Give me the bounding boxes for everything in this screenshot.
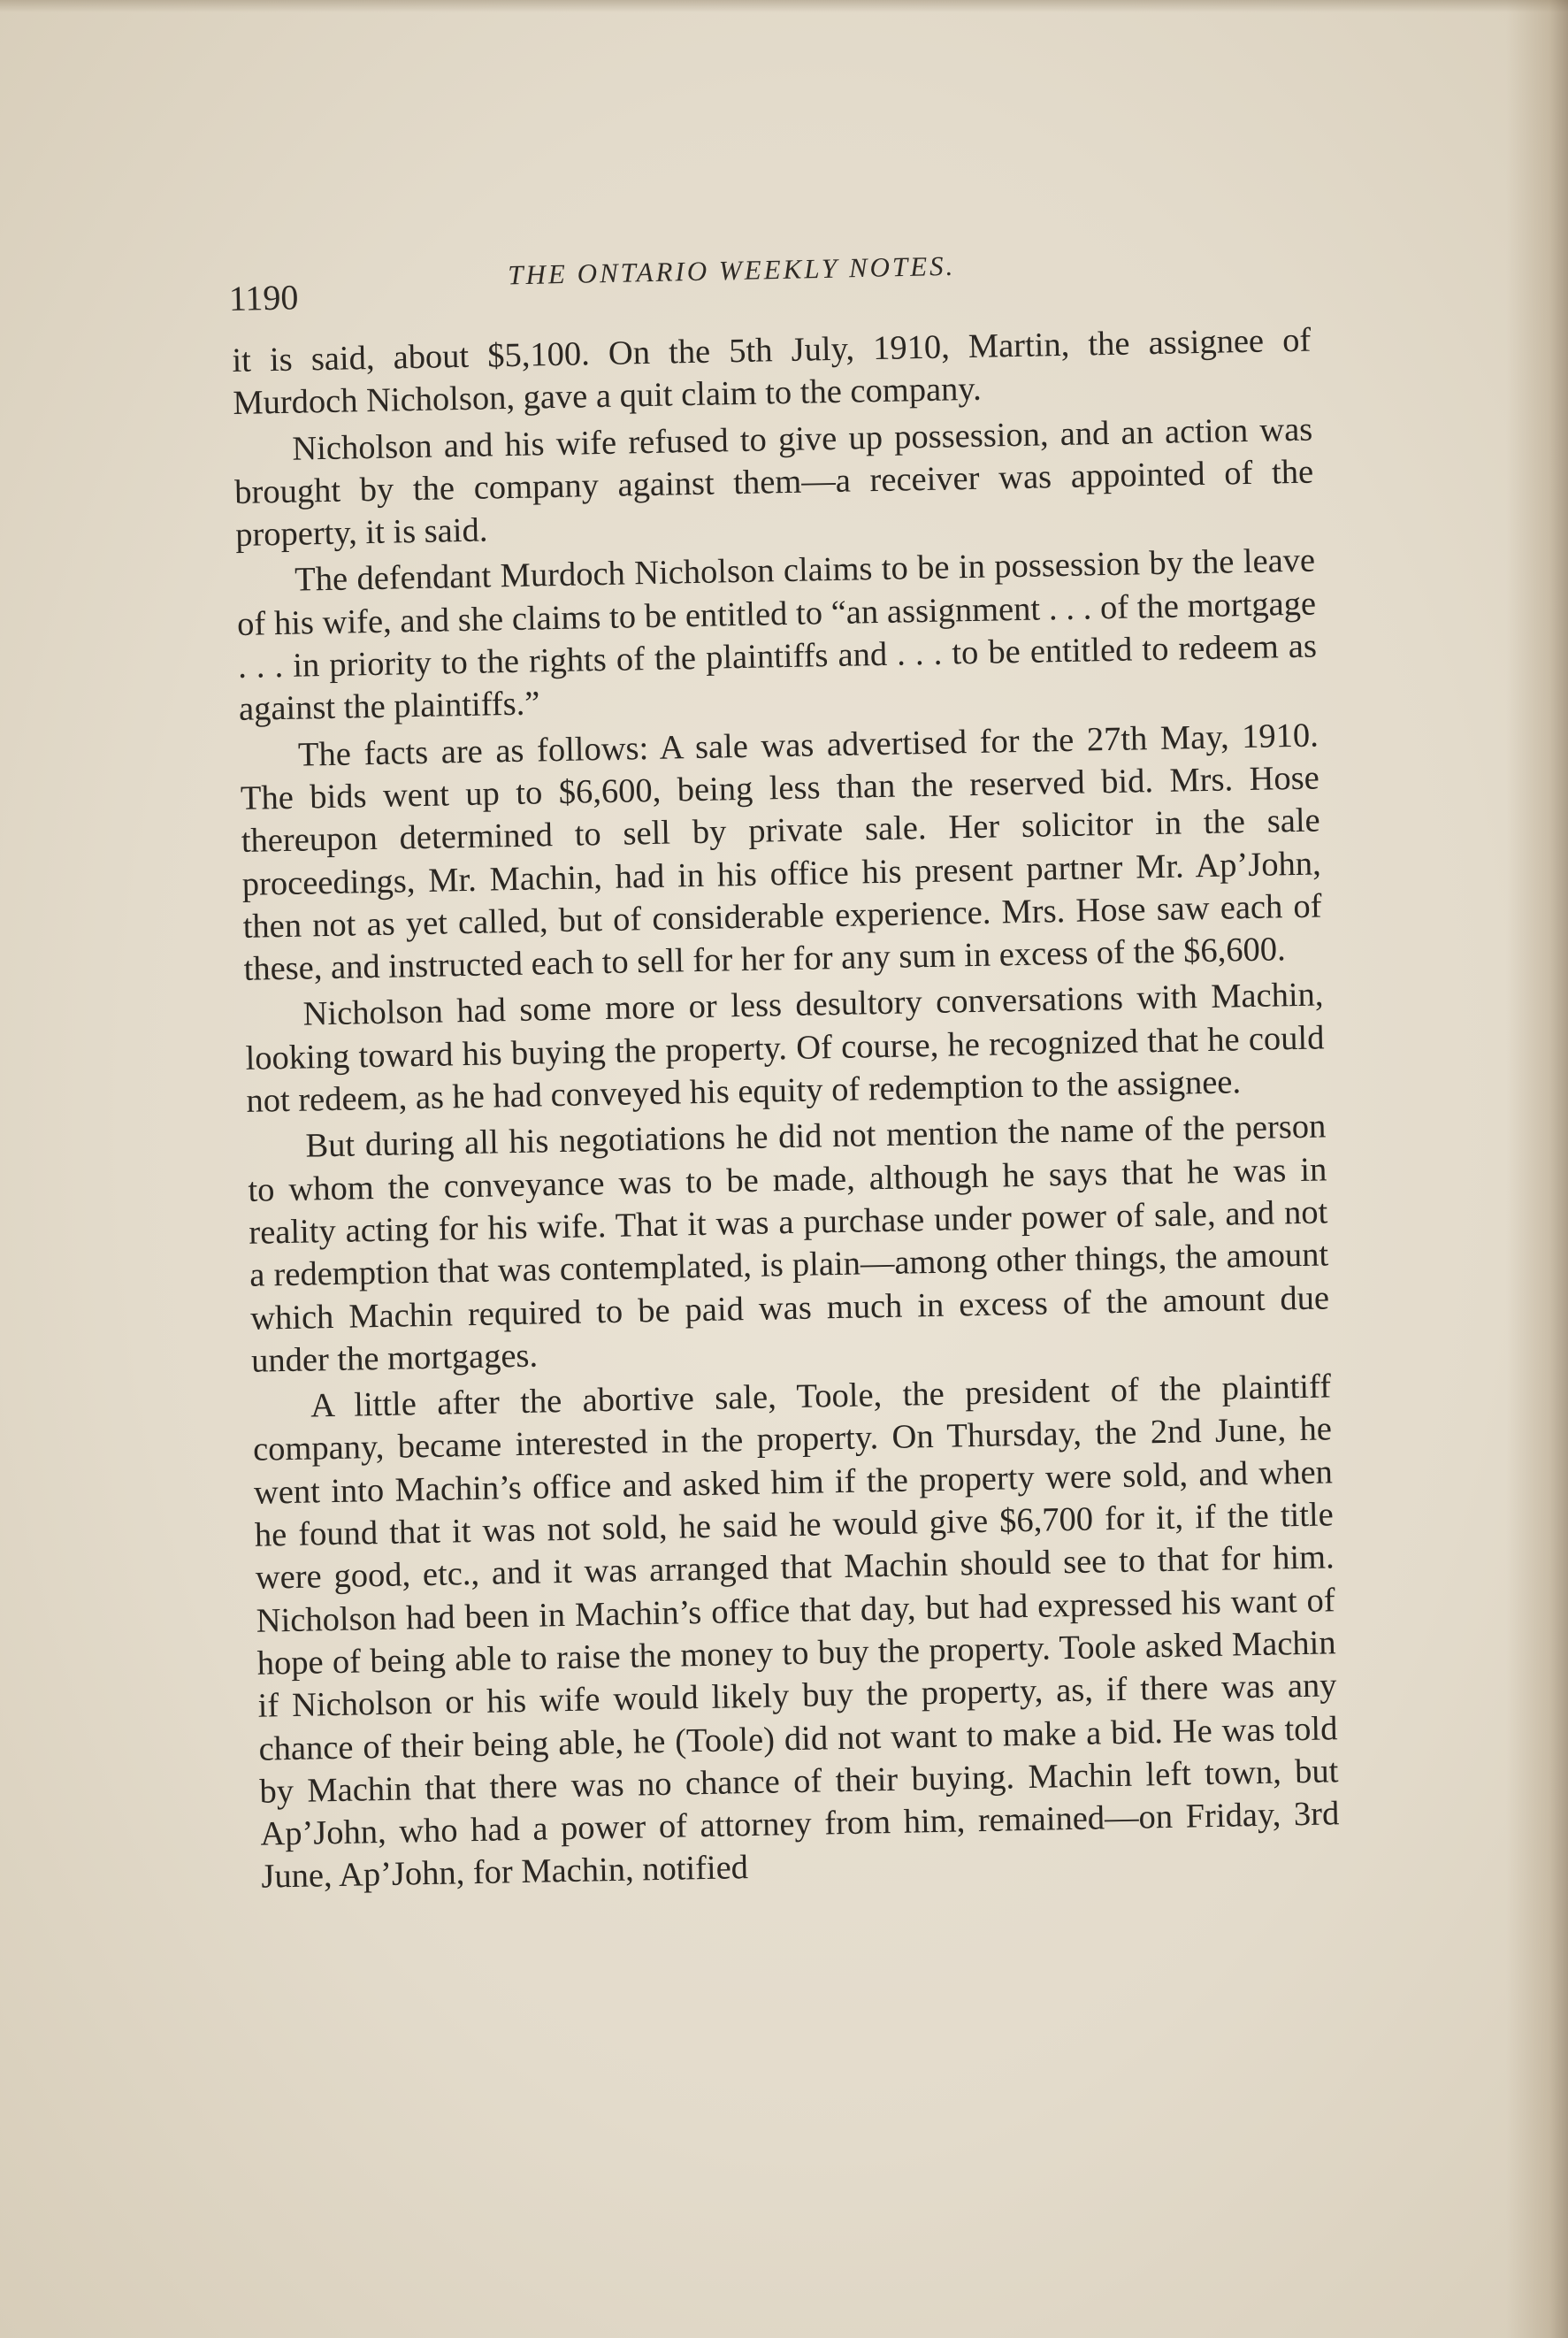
paragraph: But during all his negotiations he did not mention the name of the person to whom the conveyance was to be made, although he says that he was in reality acting for his wife. That it was a purchase under power of sale, and not a redemption that was contemplated, is plain—among other things, the amount which Machin required to be paid was much in excess of the amount due under the mortgages. bbox=[248, 1108, 1330, 1380]
page-top-edge bbox=[0, 0, 1568, 12]
page-number: 1190 bbox=[228, 277, 299, 318]
running-head bbox=[228, 242, 1308, 318]
paragraph: The defendant Murdoch Nicholson claims to be in possession by the leave of his wife, and she claims to be entitled to “an assignment . . . of the mortgage . . . in priority to the rights of the plaintiffs and . . . to be entitled to redeem as against the plaintiffs.” bbox=[236, 542, 1318, 729]
paragraph: Nicholson and his wife refused to give up possession, and an action was brought by the company against them—a receiver was appointed of the property, it is said. bbox=[233, 410, 1314, 555]
page-edge-shadow bbox=[1506, 0, 1568, 2338]
journal-title: THE ONTARIO WEEKLY NOTES. bbox=[507, 249, 956, 291]
paragraph: The facts are as follows: A sale was advertised for the 27th May, 1910. The bids went up to $6,600, being less than the reserved bid. Mrs. Hose thereupon determined to sell by private sale. Her solicitor in the sale proceedings, Mr. Machin, had in his office his present partner Mr. Ap’John, then not as yet called, but of considerable experience. Mrs. Hose saw each of these, and instructed each to sell for her for any sum in excess of the $6,600. bbox=[240, 717, 1322, 989]
body-text bbox=[232, 319, 1341, 1903]
paragraph: it is said, about $5,100. On the 5th July, 1910, Martin, the assignee of Murdoch Nicholson, gave a quit claim to the company. bbox=[232, 321, 1312, 423]
paragraph: A little after the abortive sale, Toole, the president of the plaintiff company, became interested in the property. On Thursday, the 2nd June, he went into Machin’s office and asked him if the property were sold, and when he found that it was not sold, he said he would give $6,700 for it, if the title were good, etc., and it was arranged that Machin should see to that for him. Nicholson had been in Machin’s office that day, but had expressed his want of hope of being able to raise the money to buy the property. Toole asked Machin if Nicholson or his wife would likely buy the property, as, if there was any chance of their being able, he (Toole) did not want to make a bid. He was told by Machin that there was no chance of their buying. Machin left town, but Ap’John, who had a power of attorney from him, remained—on Friday, 3rd June, Ap’John, for Machin, notified bbox=[252, 1368, 1340, 1897]
paragraph: Nicholson had some more or less desultory conversations with Machin, looking toward his buying the property. Of course, he recognized that he could not redeem, as he had conveyed his equity of redemption to the assignee. bbox=[245, 976, 1325, 1120]
